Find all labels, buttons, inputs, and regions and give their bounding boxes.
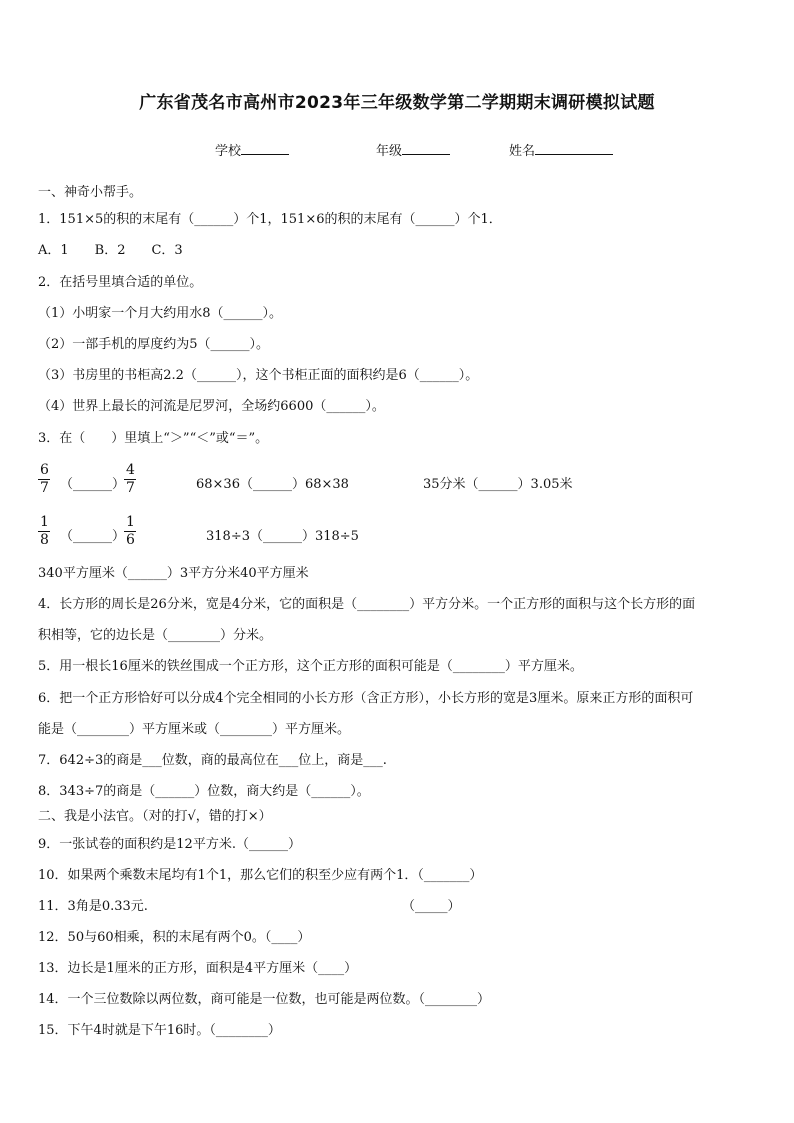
compare-blank-1: （______） [60, 477, 126, 492]
name-label: 姓名 [509, 144, 536, 159]
question-2-4: （4）世界上最长的河流是尼罗河，全场约6600（______）。 [38, 399, 385, 414]
question-2-3: （3）书房里的书柜高2.2（______），这个书柜正面的面积约是6（______）。 [38, 368, 479, 383]
question-3: 3．在（ ）里填上“＞”“＜”或“＝”。 [38, 431, 269, 446]
question-12: 12．50与60相乘，积的末尾有两个0。（____） [38, 930, 311, 945]
section2-heading: 二、我是小法官。（对的打√，错的打×） [38, 809, 272, 824]
question-14: 14．一个三位数除以两位数，商可能是一位数，也可能是两位数。（________） [38, 992, 491, 1007]
fraction-one-sixth: 1 6 [126, 514, 135, 548]
question-2: 2．在括号里填合适的单位。 [38, 275, 203, 290]
school-blank [241, 142, 289, 155]
question-1-options: A．1 B．2 C．3 [38, 243, 183, 258]
compare-blank-2: （______） [60, 529, 126, 544]
question-15: 15．下午4时就是下午16时。（________） [38, 1023, 281, 1038]
question-6-line1: 6．把一个正方形恰好可以分成4个完全相同的小长方形（含正方形），小长方形的宽是3厘米。原来正方形的面积可 [38, 691, 694, 706]
compare-item-6: 340平方厘米（______）3平方分米40平方厘米 [38, 566, 309, 581]
name-field [509, 140, 613, 159]
question-1: 1．151×5的积的末尾有（______）个1，151×6的积的末尾有（______）个1． [38, 212, 502, 227]
grade-blank [402, 142, 450, 155]
compare-item-5: 318÷3（______）318÷5 [206, 529, 359, 544]
question-5: 5．用一根长16厘米的铁丝围成一个正方形，这个正方形的面积可能是（________）平方厘米。 [38, 659, 583, 674]
question-8: 8．343÷7的商是（______）位数，商大约是（______）。 [38, 784, 370, 799]
fraction-four-sevenths: 4 7 [126, 462, 135, 496]
page-title: 广东省茂名市高州市2023年三年级数学第二学期期末调研模拟试题 [139, 93, 655, 113]
question-11: 11．3角是0.33元. [38, 899, 148, 914]
name-blank [535, 142, 613, 155]
grade-label: 年级 [376, 144, 403, 159]
question-11-blank: （_____） [402, 899, 461, 914]
section1-heading: 一、神奇小帮手。 [38, 185, 143, 200]
fraction-one-eighth: 1 8 [40, 514, 49, 548]
question-4-line2: 积相等，它的边长是（________）分米。 [38, 628, 273, 643]
question-9: 9．一张试卷的面积约是12平方米.（______） [38, 837, 301, 852]
grade-field [376, 140, 450, 159]
question-2-2: （2）一部手机的厚度约为5（______）。 [38, 337, 270, 352]
question-13: 13．边长是1厘米的正方形，面积是4平方厘米（____） [38, 961, 358, 976]
question-6-line2: 能是（________）平方厘米或（________）平方厘米。 [38, 722, 351, 737]
question-10: 10．如果两个乘数末尾均有1个1，那么它们的积至少应有两个1．（_______） [38, 868, 483, 883]
question-4-line1: 4．长方形的周长是26分米，宽是4分米，它的面积是（________）平方分米。一个正方形的面积与这个长方形的面 [38, 597, 696, 612]
school-field [215, 140, 289, 159]
question-2-1: （1）小明家一个月大约用水8（______）。 [38, 306, 283, 321]
fraction-six-sevenths: 6 7 [40, 462, 49, 496]
school-label: 学校 [215, 144, 242, 159]
compare-item-2: 68×36（______）68×38 [196, 477, 349, 492]
question-7: 7．642÷3的商是___位数，商的最高位在___位上，商是___. [38, 753, 387, 768]
compare-item-3: 35分米（______）3.05米 [423, 477, 573, 492]
